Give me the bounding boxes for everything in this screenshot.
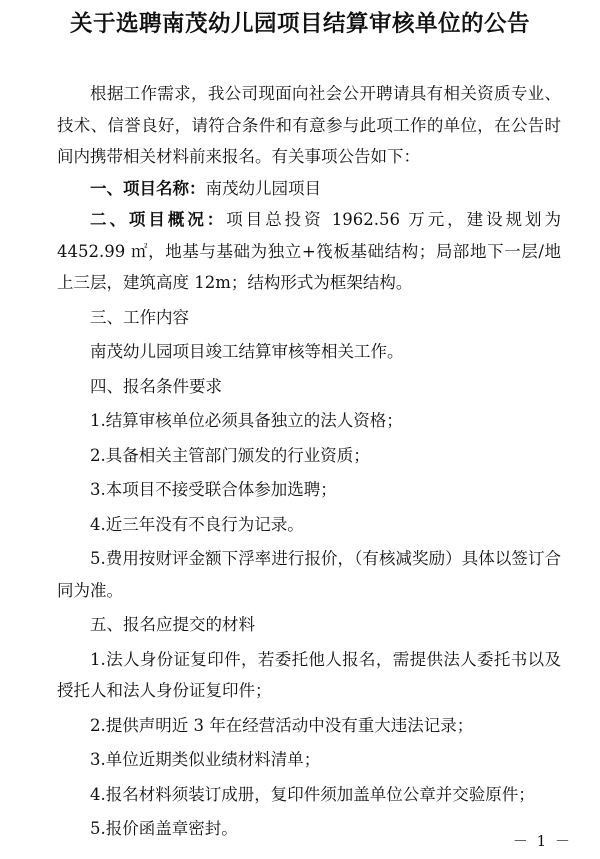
list-item: 3.单位近期类似业绩材料清单； — [90, 750, 321, 769]
list-item: 5.费用按财评金额下浮率进行报价，（有核减奖励）具体以签订合同为准。 — [57, 549, 561, 600]
section-5-heading: 五、报名应提交的材料 — [90, 615, 255, 634]
section-1-text: 南茂幼儿园项目 — [205, 178, 321, 198]
list-item: 5.报价函盖章密封。 — [90, 819, 238, 838]
section-4-heading: 四、报名条件要求 — [90, 376, 222, 396]
list-item: 3.本项目不接受联合体参加选聘； — [90, 480, 337, 499]
section-1 — [57, 173, 561, 205]
page-number: － 1 － — [512, 832, 572, 850]
list-item: 4.报名材料须装订成册，复印件须加盖单位公章并交验原件； — [90, 784, 535, 804]
list-item: 4.近三年没有不良行为记录。 — [90, 514, 304, 534]
section-2-heading: 二、项目概况： — [90, 210, 227, 229]
section-2 — [57, 204, 561, 299]
list-item: 1.法人身份证复印件，若委托他人报名，需提供法人委托书以及授托人和法人身份证复印件； — [57, 649, 561, 700]
section-2-text: 项目总投资 1962.56 万元，建设规划为 4452.99 ㎡，地基与基础为独立+筏板基础结构；局部地下一层/地上三层，建筑高度 12m；结构形式为框架结构。 — [57, 210, 561, 292]
section-1-heading: 一、项目名称： — [90, 178, 206, 198]
section-3-text: 南茂幼儿园项目竣工结算审核等相关工作。 — [90, 342, 404, 361]
list-item: 2.提供声明近 3 年在经营活动中没有重大违法记录； — [90, 715, 474, 735]
list-item: 1.结算审核单位必须具备独立的法人资格； — [90, 411, 403, 430]
section-3-heading: 三、工作内容 — [90, 307, 189, 327]
list-item: 2.具备相关主管部门颁发的行业资质； — [90, 445, 370, 465]
document-title: 关于选聘南茂幼儿园项目结算审核单位的公告 — [69, 11, 530, 37]
intro-paragraph: 根据工作需求，我公司现面向社会公开聘请具有相关资质专业、技术、信誉良好，请符合条件和有意参与此项工作的单位，在公告时间内携带相关材料前来报名。有关事项公告如下： — [57, 84, 561, 166]
document-body — [57, 78, 561, 845]
